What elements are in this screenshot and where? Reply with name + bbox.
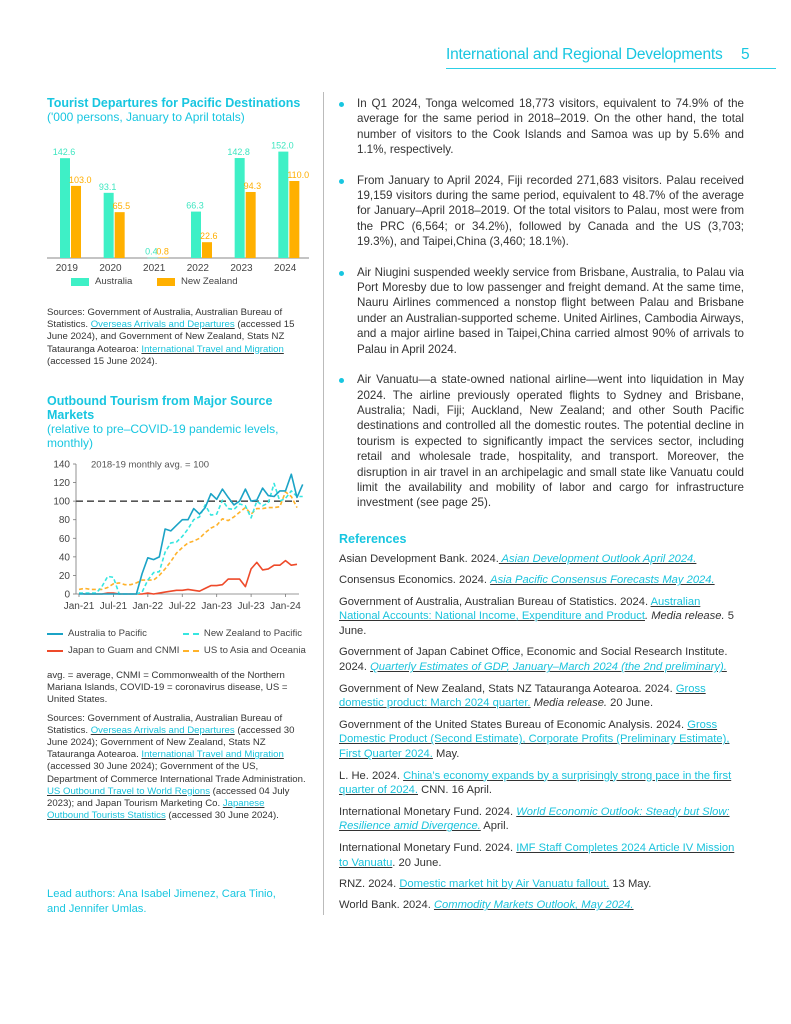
x-tick-label: 2021	[143, 263, 166, 274]
y-tick-label: 80	[58, 515, 70, 527]
y-tick-label: 0	[64, 589, 70, 601]
y-tick-label: 40	[58, 552, 70, 564]
x-tick-label: 2023	[230, 263, 253, 274]
reference-text: Government of Australia, Australian Bureau of Statistics. 2024.	[339, 595, 651, 608]
reference-item	[339, 595, 744, 639]
source-text: (accessed 30 June 2024); Government of New Zealand, Stats NZ Tatauranga Aotearoa.	[47, 724, 295, 761]
reference-item	[339, 898, 744, 913]
x-tick-label: Jan-22	[132, 601, 164, 612]
series-line-us-to-asia-and-oceania	[79, 492, 297, 590]
reference-item	[339, 573, 744, 588]
reference-link[interactable]: Quarterly Estimates of GDP, January–March 2024 (the 2nd preliminary).	[370, 661, 727, 674]
bullet-item: From January to April 2024, Fiji recorded 271,683 visitors. Palau received 19,159 visitors during the same period, equivalent to 48.7% of the average for January–April 2018–2019. Of the total visitors to Palau, most were from the PRC (6,564; or 34.2%), followed by Canada and the US (3,703; 19.3%), and Taipei,China (3,460; 18.1%).	[339, 173, 744, 250]
legend-swatch-australia	[71, 278, 89, 286]
data-label: 103.0	[69, 174, 92, 185]
reference-text: 13 May.	[609, 877, 652, 890]
y-tick-label: 120	[53, 478, 70, 490]
bar-chart-title: Tourist Departures for Pacific Destinations	[47, 96, 301, 110]
series-line-new-zealand-to-pacific	[79, 484, 303, 595]
x-tick-label: 2022	[186, 263, 209, 274]
reference-link[interactable]: Asia Pacific Consensus Forecasts May 2024.	[490, 574, 715, 587]
reference-text: RNZ. 2024.	[339, 877, 400, 890]
x-tick-label: Jan-21	[63, 601, 95, 612]
line-chart-subtitle: (relative to pre–COVID-19 pandemic levels, monthly)	[47, 422, 279, 450]
references-list	[339, 552, 744, 913]
reference-link[interactable]: Australian National Accounts: National Income, Expenditure and Product	[339, 595, 701, 623]
reference-text: Government of New Zealand, Stats NZ Tatauranga Aotearoa. 2024.	[339, 682, 676, 695]
bar-chart-sources: Sources: Government of Australia, Australian Bureau of Statistics. Overseas Arrivals and Departures (accessed 15 June 2024), and Government of New Zealand, Stats NZ Tatauranga Aotearoa: International Travel and Migration (accessed 15 June 2024).	[47, 307, 295, 367]
bar-chart-subtitle: ('000 persons, January to April totals)	[47, 110, 245, 124]
data-label: 22.6	[200, 231, 218, 242]
bullet-icon	[339, 271, 344, 276]
bar-chart	[47, 126, 309, 276]
bar-chart-panel	[47, 96, 309, 368]
data-label: 142.8	[227, 147, 250, 158]
legend-swatch-new-zealand	[157, 278, 175, 286]
reference-text: International Monetary Fund. 2024.	[339, 841, 517, 854]
reference-item	[339, 841, 744, 871]
x-tick-label: 2024	[274, 263, 297, 274]
page-number: 5	[741, 46, 750, 63]
reference-text: 20 June.	[607, 697, 654, 710]
source-link[interactable]: Japanese Outbound Tourists Statistics	[47, 798, 265, 822]
legend-label: New Zealand	[181, 276, 238, 287]
x-tick-label: Jul-22	[168, 601, 196, 612]
reference-text: International Monetary Fund. 2024.	[339, 805, 517, 818]
reference-link[interactable]: Domestic market hit by Air Vanuatu fallout.	[399, 877, 610, 890]
reference-item	[339, 552, 744, 567]
legend-swatch	[183, 650, 199, 652]
legend-item-us-asia: US to Asia and Oceania	[183, 645, 309, 656]
reference-link[interactable]: Commodity Markets Outlook, May 2024.	[433, 899, 634, 912]
data-label: 0.8	[156, 246, 169, 257]
annotation: 2018-19 monthly avg. = 100	[91, 459, 210, 471]
legend-swatch	[47, 633, 63, 635]
data-label: 94.3	[243, 180, 262, 191]
x-tick-label: Jul-23	[237, 601, 265, 612]
bar-new-zealand	[202, 242, 212, 258]
reference-text: L. He. 2024.	[339, 769, 404, 782]
bar-new-zealand	[289, 181, 299, 258]
reference-text: Government of Japan Cabinet Office, Economic and Social Research Institute. 2024.	[339, 646, 728, 674]
reference-text: World Bank. 2024.	[339, 899, 434, 912]
bar-new-zealand	[115, 212, 125, 258]
legend-item-new-zealand	[157, 276, 285, 287]
page-header	[446, 46, 776, 69]
data-label: 0.4	[145, 246, 158, 257]
source-link[interactable]: International Travel and Migration	[141, 749, 284, 761]
source-text: (accessed 30 June 2024); Government of the US, Department of Commerce International Trade Administration.	[47, 761, 306, 785]
reference-link[interactable]: IMF Staff Completes 2024 Article IV Mission to Vanuatu	[339, 841, 735, 869]
references-section	[339, 532, 744, 919]
references-heading: References	[339, 532, 407, 546]
reference-item	[339, 718, 744, 762]
legend-item-aus-pacific: Australia to Pacific	[47, 628, 183, 639]
reference-text: Government of the United States Bureau of Economic Analysis. 2024.	[339, 718, 688, 731]
line-chart	[47, 456, 309, 616]
reference-link[interactable]: Asian Development Outlook April 2024.	[498, 553, 697, 565]
legend-label: Australia	[95, 276, 133, 287]
reference-text: May.	[432, 748, 460, 761]
data-label: 142.6	[52, 147, 76, 158]
legend-item-japan-guam: Japan to Guam and CNMI	[47, 645, 183, 656]
source-text: (accessed 04 July 2023); and Japan Tourism Marketing Co.	[47, 785, 290, 810]
reference-text: CNN. 16 April.	[418, 784, 492, 797]
bar-new-zealand	[71, 186, 81, 258]
lead-authors: Lead authors: Ana Isabel Jimenez, Cara Tinio, and Jennifer Umlas.	[47, 888, 276, 915]
bar-australia	[60, 158, 70, 258]
reference-item	[339, 682, 744, 712]
line-chart-legend	[47, 628, 309, 656]
y-tick-label: 140	[53, 459, 70, 471]
y-tick-label: 20	[58, 570, 70, 582]
source-link[interactable]: Overseas Arrivals and Departures	[90, 724, 235, 736]
bullet-item: Air Vanuatu—a state-owned national airline—went into liquidation in May 2024. The airline previously operated flights to Sydney and Brisbane, Australia; Nadi, Fiji; Auckland, New Zealand; and other South Pacific destinations and controlled all the domestic routes. The potential decline in tourism is expected to significantly impact the services sector, including retail and wholesale trade, hospitality, and transport. Moreover, the disruption in air travel in an archipelagic and small state like Vanuatu could limit the availability and mobility of labor and cargo for infrastructure investment (see page 25).	[339, 372, 744, 511]
bar-new-zealand	[246, 192, 256, 258]
x-tick-label: Jan-24	[270, 601, 301, 612]
bullet-item: Air Niugini suspended weekly service from Brisbane, Australia, to Palau via Port Moresby due to low passenger and freight demand. At the same time, Nauru Airlines commenced a nonstop flight between Palau and Brisbane under an Australian-supported scheme. United Airlines, Cambodia Airways, and a major airline based in Taipei,China carried almost 90% of arrivals to Palau in April 2024.	[339, 265, 744, 357]
reference-text: . 20 June.	[392, 856, 442, 869]
reference-text: April.	[480, 820, 509, 833]
reference-link[interactable]: Gross domestic product: March 2024 quarter.	[339, 682, 706, 710]
line-chart-notes: avg. = average, CNMI = Commonwealth of the Northern Mariana Islands, COVID-19 = coronavirus disease, US = United States.	[47, 670, 288, 706]
column-divider	[323, 92, 324, 915]
y-tick-label: 100	[53, 496, 70, 508]
bar-australia	[147, 258, 157, 259]
section-title: International and Regional Developments	[446, 46, 723, 63]
legend-swatch	[47, 650, 63, 652]
bullet-icon	[339, 102, 344, 107]
reference-item	[339, 769, 744, 799]
source-text: (accessed 30 June 2024).	[165, 810, 279, 822]
reference-text: . Media release.	[644, 610, 725, 623]
bullet-icon	[339, 378, 344, 383]
bar-chart-legend	[47, 276, 309, 287]
data-label: 152.0	[271, 140, 294, 151]
x-tick-label: Jan-23	[201, 601, 232, 612]
reference-item	[339, 645, 744, 675]
x-tick-label: 2020	[99, 263, 122, 274]
legend-swatch	[183, 633, 199, 635]
legend-item-australia	[47, 276, 157, 287]
reference-link[interactable]: China’s economy expands by a surprisingly strong pace in the first quarter of 2024.	[339, 769, 732, 797]
reference-link[interactable]: World Economic Outlook: Steady but Slow: Resilience amid Divergence.	[339, 805, 730, 833]
legend-item-nz-pacific: New Zealand to Pacific	[183, 628, 309, 639]
bullet-icon	[339, 179, 344, 184]
source-link[interactable]: Overseas Arrivals and Departures	[90, 319, 235, 331]
reference-item	[339, 877, 744, 892]
line-chart-title: Outbound Tourism from Major Source Markets	[47, 394, 273, 422]
data-label: 66.3	[186, 200, 204, 211]
y-tick-label: 60	[58, 533, 70, 545]
data-label: 65.5	[112, 201, 131, 212]
line-chart-panel	[47, 394, 309, 822]
reference-text: Asian Development Bank. 2024.	[339, 553, 499, 565]
line-chart-sources	[47, 713, 309, 823]
bullet-item: In Q1 2024, Tonga welcomed 18,773 visitors, equivalent to 74.9% of the average for the same period in 2018–2019. On the other hand, the total number of visitors to the Cook Islands and Samoa was up by 5.6% and 1.1%, respectively.	[339, 96, 744, 158]
source-link[interactable]: US Outbound Travel to World Regions	[47, 785, 210, 797]
bar-new-zealand	[158, 257, 168, 258]
x-tick-label: Jul-21	[99, 601, 128, 612]
x-tick-label: 2019	[55, 263, 78, 274]
main-text	[339, 96, 744, 526]
source-text: Sources: Government of Australia, Australian Bureau of Statistics.	[47, 712, 283, 736]
bar-australia	[278, 152, 288, 258]
series-line-australia-to-pacific	[79, 474, 303, 594]
reference-text: Consensus Economics. 2024.	[339, 574, 491, 587]
data-label: 93.1	[98, 181, 117, 192]
data-label: 110.0	[287, 170, 309, 180]
bar-australia	[235, 158, 245, 258]
reference-text: Media release.	[530, 697, 608, 710]
source-link[interactable]: International Travel and Migration	[141, 343, 284, 355]
reference-text: 5 June.	[339, 610, 734, 638]
reference-item	[339, 805, 744, 835]
reference-link[interactable]: Gross Domestic Product (Second Estimate), Corporate Profits (Preliminary Estimate), First Quarter 2024.	[339, 718, 730, 761]
